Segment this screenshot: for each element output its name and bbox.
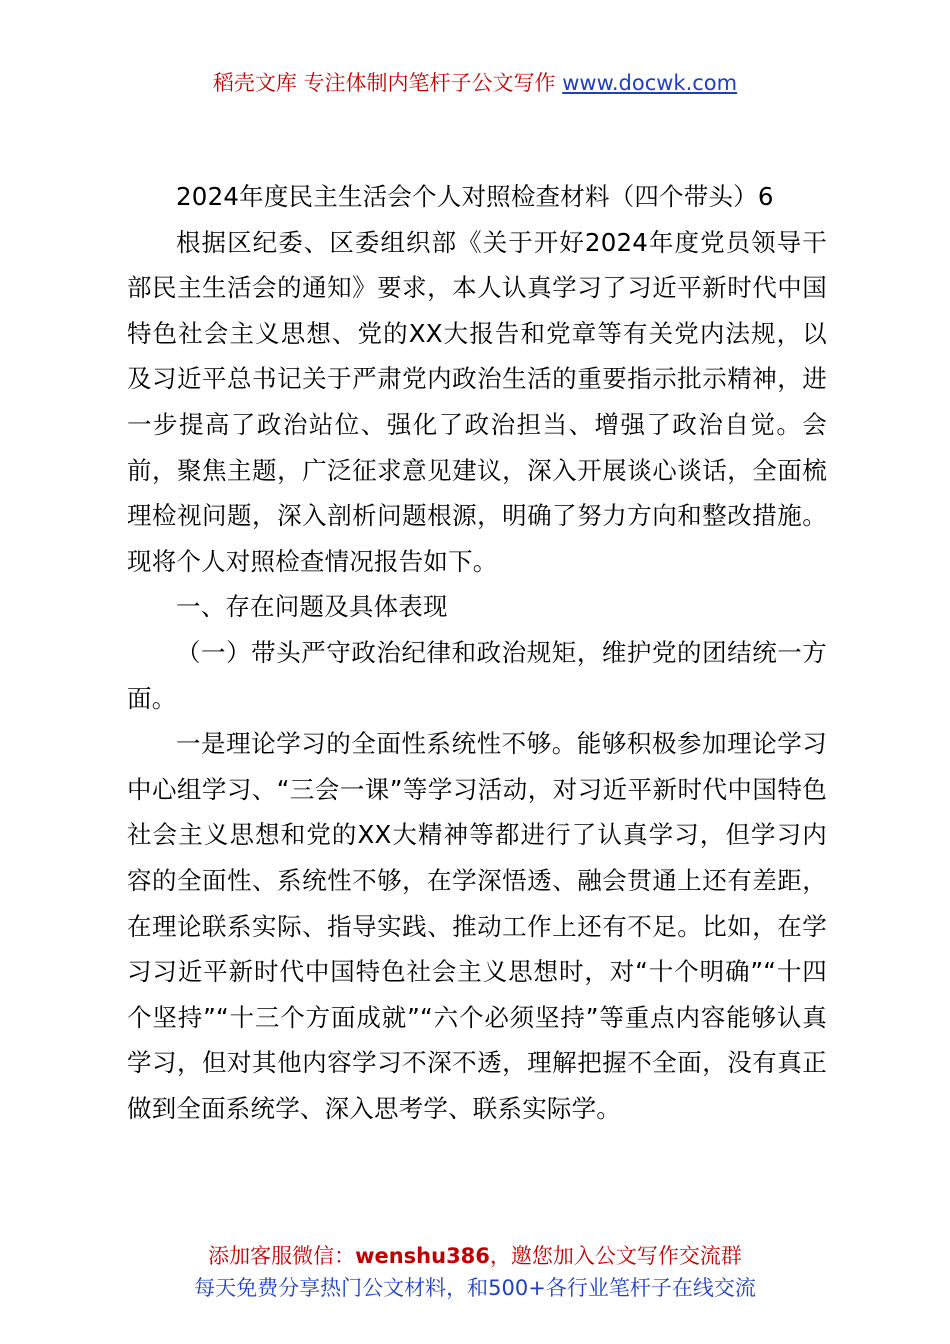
document-title: 2024年度民主生活会个人对照检查材料（四个带头）6 [176, 182, 774, 211]
brand-text: 稻壳文库 专注体制内笔杆子公文写作 [212, 71, 556, 95]
footer-contact-prefix: 添加客服微信： [208, 1244, 356, 1268]
paragraph-intro: 根据区纪委、区委组织部《关于开好2024年度党员领导干部民主生活会的通知》要求，本人认真学习了习近平新时代中国特色社会主义思想、党的XX大报告和党章等有关党内法规，以及习近平总书记关于严肃党内政治生活的重要指示批示精神，进一步提高了政治站位、强化了政治担当、增强了政治自觉。会前，聚焦主题，广泛征求意见建议，深入开展谈心谈话，全面梳理检视问题，深入剖析问题根源，明确了努力方向和整改措施。现将个人对照检查情况报告如下。 [127, 227, 827, 576]
website-link[interactable]: www.docwk.com [562, 71, 738, 95]
footer-contact-suffix: ，邀您加入公文写作交流群 [489, 1244, 742, 1268]
wechat-id: wenshu386 [355, 1244, 490, 1268]
footer-promo: 每天免费分享热门公文材料，和500+各行业笔杆子在线交流 [194, 1276, 756, 1300]
subsection-heading: （一）带头严守政治纪律和政治规矩，维护党的团结统一方面。 [127, 637, 827, 713]
paragraph-body: 一是理论学习的全面性系统性不够。能够积极参加理论学习中心组学习、“三会一课”等学习活动，对习近平新时代中国特色社会主义思想和党的XX大精神等都进行了认真学习，但学习内容的全面性、系统性不够，在学深悟透、融会贯通上还有差距，在理论联系实际、指导实践、推动工作上还有不足。比如，在学习习近平新时代中国特色社会主义思想时，对“十个明确”“十四个坚持”“十三个方面成就”“六个必须坚持”等重点内容能够认真学习，但对其他内容学习不深不透，理解把握不全面，没有真正做到全面系统学、深入思考学、联系实际学。 [127, 729, 828, 1123]
footer-contact [0, 1240, 950, 1272]
document-body [127, 174, 827, 1131]
page-header [0, 68, 950, 98]
section-heading: 一、存在问题及具体表现 [176, 592, 448, 622]
page-footer [0, 1240, 950, 1304]
